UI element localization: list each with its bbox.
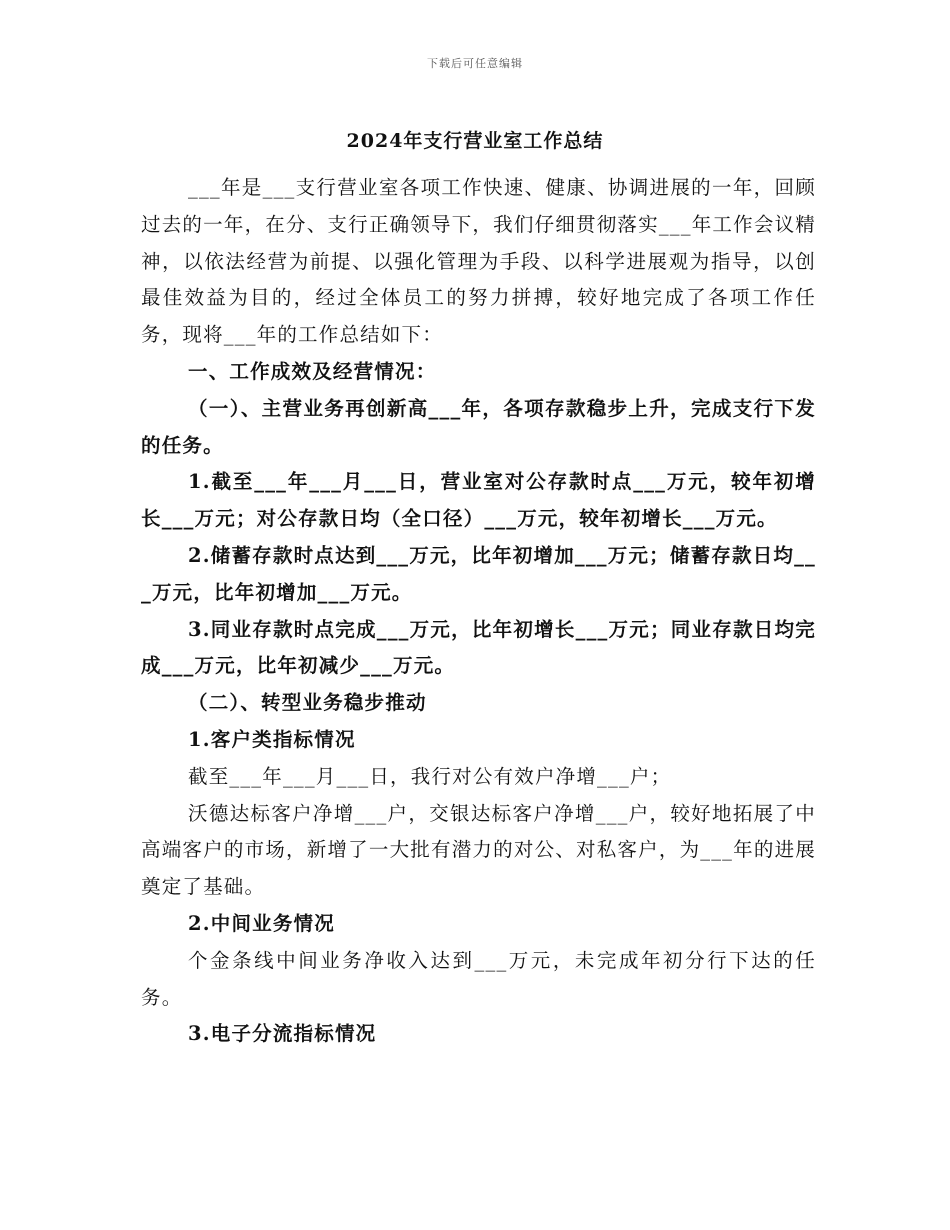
document-title: 2024年支行营业室工作总结 [346, 130, 604, 152]
subsection-heading-1: （一）、主营业务再创新高___年，各项存款稳步上升，完成支行下发的任务。 [141, 396, 816, 457]
paragraph-intermediate: 个金条线中间业务净收入达到___万元，未完成年初分行下达的任务。 [141, 948, 816, 1009]
section-heading-1: 一、工作成效及经营情况： [188, 359, 437, 383]
item-heading-customer: 1.客户类指标情况 [188, 727, 356, 751]
item-heading-intermediate: 2.中间业务情况 [188, 911, 335, 935]
item-heading-electronic: 3.电子分流指标情况 [188, 1022, 377, 1046]
paragraph-item-1: 1.截至___年___月___日，营业室对公存款时点___万元，较年初增长___万元；对公存款日均（全口径）___万元，较年初增长___万元。 [141, 470, 816, 531]
subsection-heading-2: （二）、转型业务稳步推动 [188, 691, 427, 715]
paragraph-item-3: 3.同业存款时点完成___万元，比年初增长___万元；同业存款日均完成___万元，比年初减少___万元。 [141, 617, 816, 678]
paragraph-item-2: 2.储蓄存款时点达到___万元，比年初增加___万元；储蓄存款日均___万元，比年初增加___万元。 [141, 543, 816, 604]
document-body [141, 170, 816, 1053]
paragraph-customer-1: 截至___年___月___日，我行对公有效户净增___户； [188, 764, 672, 788]
paragraph-customer-2: 沃德达标客户净增___户，交银达标客户净增___户，较好地拓展了中高端客户的市场，新增了一大批有潜力的对公、对私客户，为___年的进展奠定了基础。 [141, 801, 816, 899]
paragraph-intro: ___年是___支行营业室各项工作快速、健康、协调进展的一年，回顾过去的一年，在分、支行正确领导下，我们仔细贯彻落实___年工作会议精神，以依法经营为前提、以强化管理为手段、以科学进展观为指导，以创最佳效益为目的，经过全体员工的努力拼搏，较好地完成了各项工作任务，现将___年的工作总结如下： [141, 176, 816, 347]
header-note: 下载后可任意编辑 [427, 57, 523, 70]
